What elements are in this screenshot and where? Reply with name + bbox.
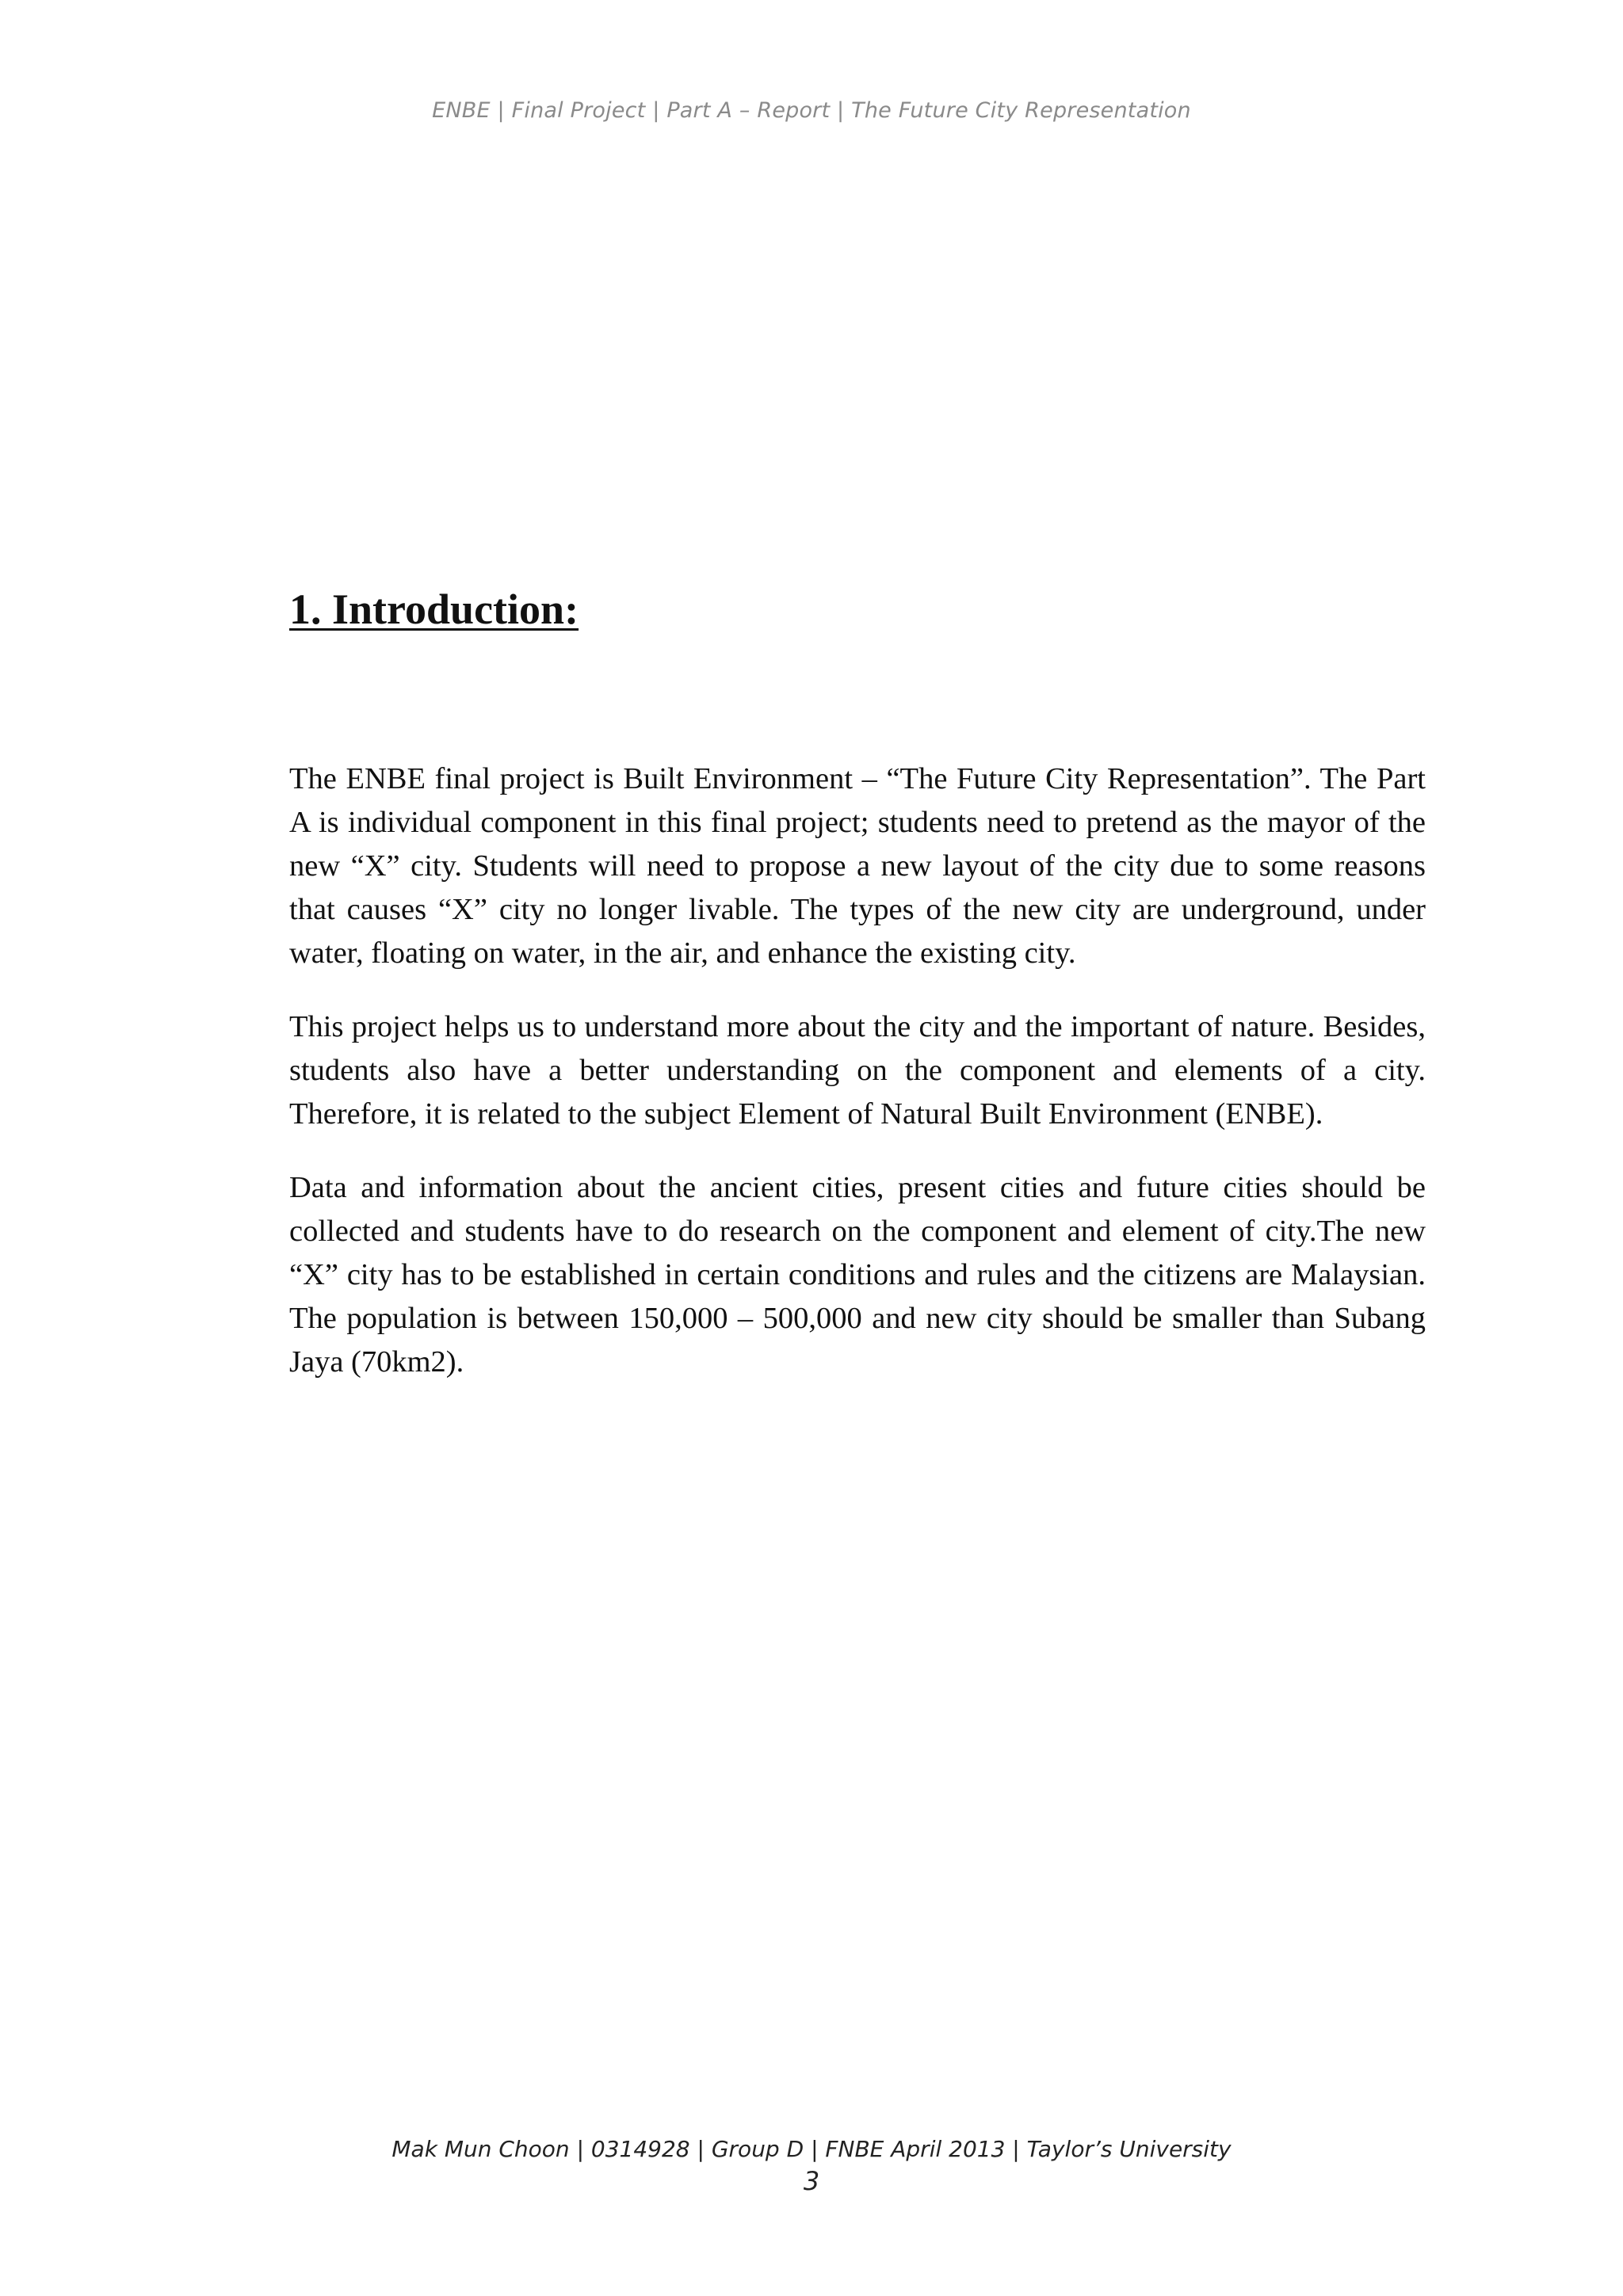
paragraph-2: This project helps us to understand more about the city and the important of nature. Besides, students also have a better understanding on the component and elements of a city. Therefore, it is related to the subject Element of Natural Built Environment (ENBE).: [289, 1010, 1426, 1131]
paragraph-3: Data and information about the ancient cities, present cities and future cities should be collected and students have to do research on the component and element of city.The new “X” city has to be established in certain conditions and rules and the citizens are Malaysian. The population is between 150,000 – 500,000 and new city should be smaller than Subang Jaya (70km2).: [289, 1171, 1426, 1379]
section-body: [289, 757, 1426, 1414]
running-header: ENBE | Final Project | Part A – Report | The Future City Representation: [432, 98, 1191, 123]
section-heading: 1. Introduction:: [289, 585, 579, 633]
page-number: 3: [803, 2166, 820, 2196]
paragraph-1: The ENBE final project is Built Environment – “The Future City Representation”. The Part A is individual component in this final project; students need to pretend as the mayor of the new “X” city. Students will need to propose a new layout of the city due to some reasons that causes “X” city no longer livable. The types of the new city are underground, under water, floating on water, in the air, and enhance the existing city.: [289, 762, 1426, 970]
running-footer: Mak Mun Choon | 0314928 | Group D | FNBE April 2013 | Taylor’s University: [391, 2136, 1232, 2162]
